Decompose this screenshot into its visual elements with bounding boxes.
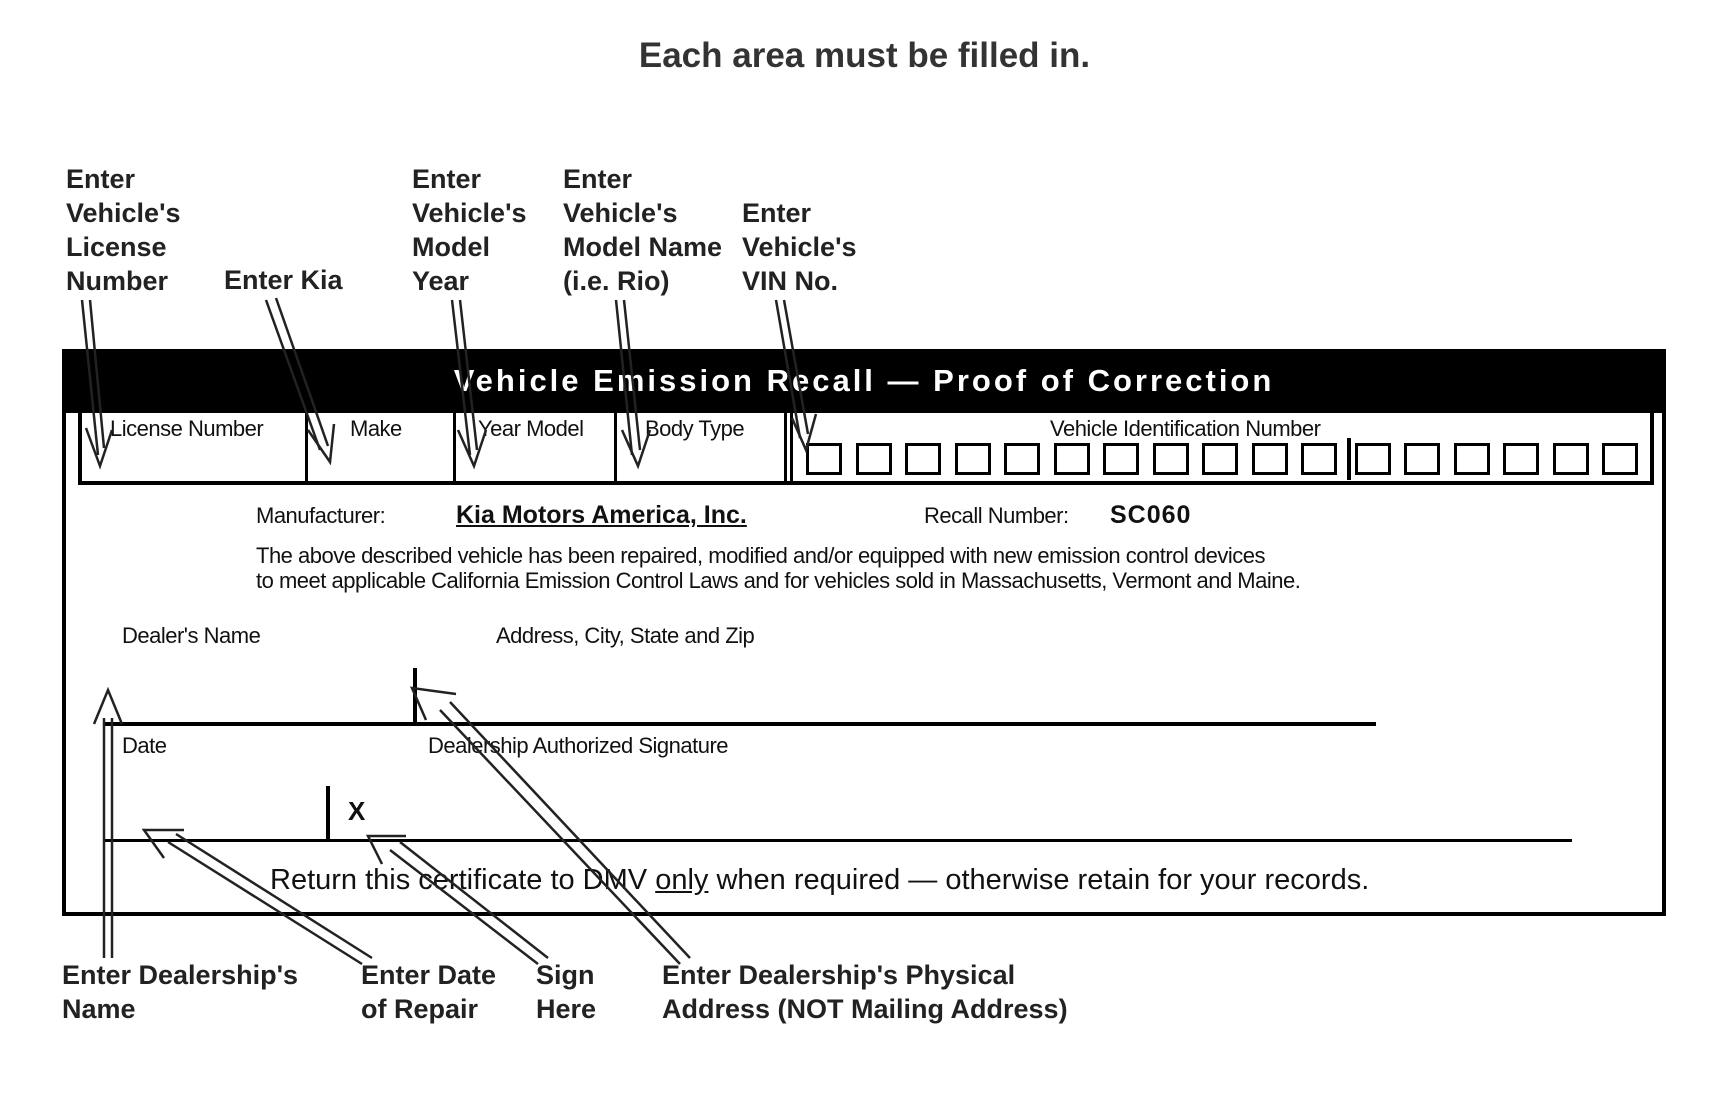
annotation-model-name: Enter Vehicle's Model Name (i.e. Rio) xyxy=(563,164,723,296)
make-label: Make xyxy=(350,416,402,441)
signature-label: Dealership Authorized Signature xyxy=(428,733,729,758)
arrow-sign-icon xyxy=(368,836,548,964)
address-label: Address, City, State and Zip xyxy=(496,623,755,648)
annotation-dealer-name: Enter Dealership's Name xyxy=(62,960,299,1024)
return-note: Return this certificate to DMV only when required — otherwise retain for your records. xyxy=(270,864,1370,896)
annotation-model-year: Enter Vehicle's Model Year xyxy=(412,164,527,296)
recall-number-value: SC060 xyxy=(1110,501,1192,529)
annotation-address: Enter Dealership's Physical Address (NOT Mailing Address) xyxy=(662,960,1068,1024)
annotation-date: Enter Date of Repair xyxy=(361,960,497,1024)
arrow-make-icon xyxy=(266,298,334,462)
arrow-date-icon xyxy=(144,830,372,964)
dealer-name-label: Dealer's Name xyxy=(122,623,261,648)
license-number-label: License Number xyxy=(110,416,264,441)
annotation-sign: Sign Here xyxy=(536,960,597,1024)
manufacturer-label: Manufacturer: xyxy=(256,503,386,528)
year-model-label: Year Model xyxy=(478,416,584,441)
vin-label: Vehicle Identification Number xyxy=(1050,416,1321,441)
statement-line-2: to meet applicable California Emission Control Laws and for vehicles sold in Massachusetts, Vermont and Maine. xyxy=(256,568,1301,593)
arrow-license-icon xyxy=(82,300,112,466)
statement-line-1: The above described vehicle has been repaired, modified and/or equipped with new emission control devices xyxy=(256,543,1266,568)
arrow-year-icon xyxy=(452,300,486,466)
arrow-dealer-name-icon xyxy=(94,690,122,958)
return-note-only: only xyxy=(655,864,709,896)
form-title: Vehicle Emission Recall — Proof of Correction xyxy=(453,363,1275,398)
annotation-license-number: Enter Vehicle's License Number xyxy=(66,164,181,296)
annotation-make: Enter Kia xyxy=(224,265,343,295)
arrow-address-icon xyxy=(412,688,690,964)
signature-x-mark: X xyxy=(348,796,366,826)
page-title: Each area must be filled in. xyxy=(638,36,1091,75)
body-type-label: Body Type xyxy=(645,416,745,441)
date-label: Date xyxy=(122,733,167,758)
arrow-model-name-icon xyxy=(616,300,650,466)
arrow-vin-icon xyxy=(776,300,816,450)
annotation-vin: Enter Vehicle's VIN No. xyxy=(742,198,857,296)
manufacturer-value: Kia Motors America, Inc. xyxy=(456,501,747,529)
recall-number-label: Recall Number: xyxy=(924,503,1069,528)
